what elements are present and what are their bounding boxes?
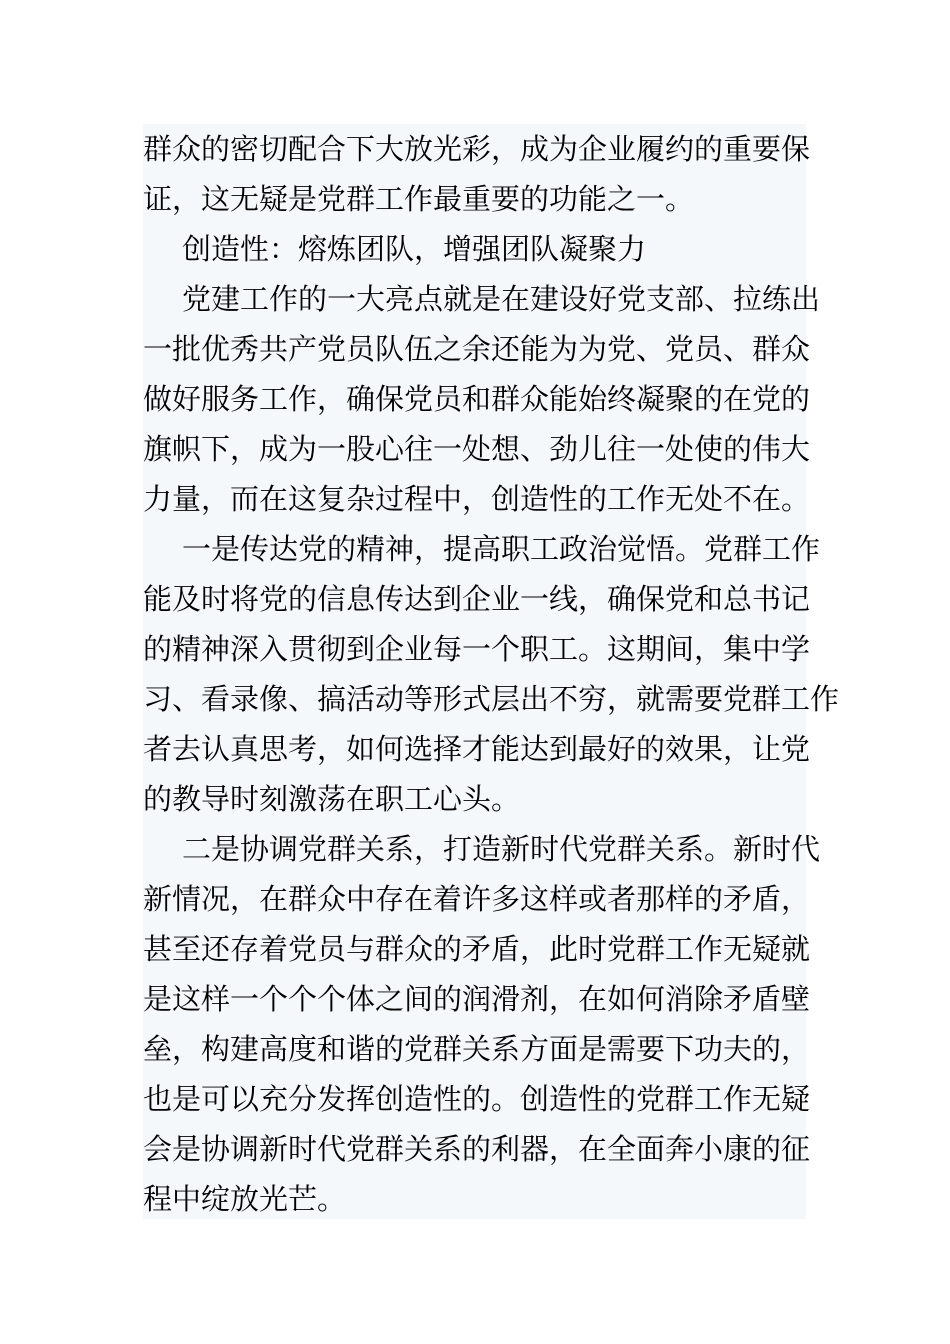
text-line: 的精神深入贯彻到企业每一个职工。这期间，集中学 (143, 632, 811, 666)
text-line: 是这样一个个个体之间的润滑剂，在如何消除矛盾壁 (143, 982, 811, 1016)
text-line: 新情况，在群众中存在着许多这样或者那样的矛盾， (143, 882, 811, 916)
text-line: 做好服务工作，确保党员和群众能始终凝聚的在党的 (143, 382, 811, 416)
text-line: 一批优秀共产党员队伍之余还能为为党、党员、群众 (143, 332, 811, 366)
text-line: 者去认真思考，如何选择才能达到最好的效果，让党 (143, 732, 811, 766)
text-line: 程中绽放光芒。 (143, 1182, 347, 1216)
text-line: 一是传达党的精神，提高职工政治觉悟。党群工作 (182, 532, 821, 566)
text-line: 党建工作的一大亮点就是在建设好党支部、拉练出 (182, 282, 821, 316)
text-line: 能及时将党的信息传达到企业一线，确保党和总书记 (143, 582, 811, 616)
text-line: 群众的密切配合下大放光彩，成为企业履约的重要保 (143, 132, 811, 166)
text-line: 旗帜下，成为一股心往一处想、劲儿往一处使的伟大 (143, 432, 811, 466)
text-line: 力量，而在这复杂过程中，创造性的工作无处不在。 (143, 482, 811, 516)
section-heading: 创造性：熔炼团队，增强团队凝聚力 (182, 232, 647, 266)
text-line: 会是协调新时代党群关系的利器，在全面奔小康的征 (143, 1132, 811, 1166)
document-text-block (143, 124, 840, 1219)
text-line: 的教导时刻激荡在职工心头。 (143, 782, 521, 816)
text-line: 习、看录像、搞活动等形式层出不穷，就需要党群工作 (143, 682, 840, 716)
text-line: 垒，构建高度和谐的党群关系方面是需要下功夫的， (143, 1032, 811, 1066)
text-line: 也是可以充分发挥创造性的。创造性的党群工作无疑 (143, 1082, 811, 1116)
text-line: 证，这无疑是党群工作最重要的功能之一。 (143, 182, 695, 216)
text-line: 二是协调党群关系，打造新时代党群关系。新时代 (182, 832, 821, 866)
text-line: 甚至还存着党员与群众的矛盾，此时党群工作无疑就 (143, 932, 811, 966)
